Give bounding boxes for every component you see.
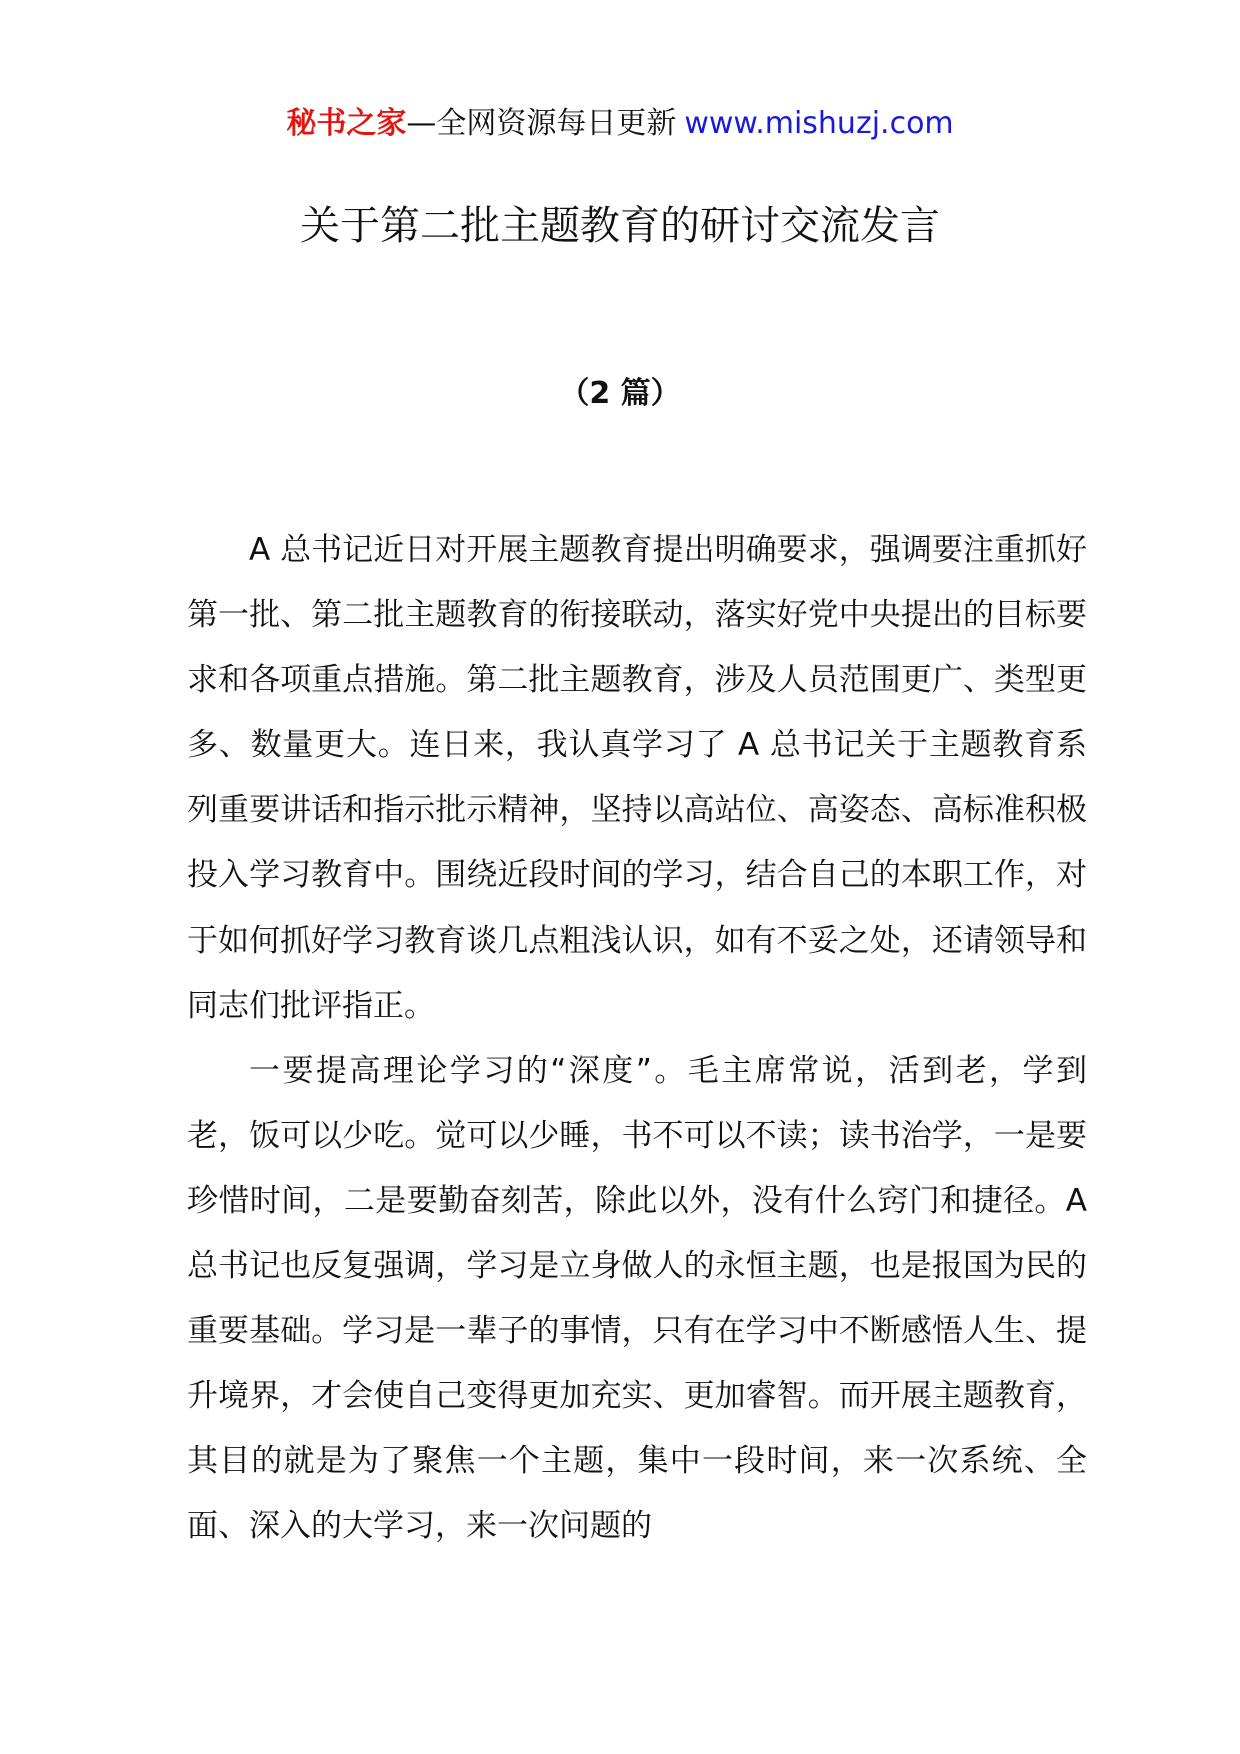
site-header	[0, 102, 1240, 146]
site-url-link[interactable]: www.mishuzj.com	[684, 106, 954, 141]
body-paragraph-2: 一要提高理论学习的“深度”。毛主席常说，活到老，学到老，饭可以少吃。觉可以少睡，书不可以不读；读书治学，一是要珍惜时间，二是要勤奋刻苦，除此以外，没有什么窍门和捷径。A 总书记也反复强调，学习是立身做人的永恒主题，也是报国为民的重要基础。学习是一辈子的事情，只有在学习中不断感悟人生、提升境界，才会使自己变得更加充实、更加睿智。而开展主题教育，其目的就是为了聚焦一个主题，集中一段时间，来一次系统、全面、深入的大学习，来一次问题的	[187, 1052, 1087, 1545]
brand-name: 秘书之家	[286, 106, 407, 141]
site-tagline: —全网资源每日更新	[406, 106, 677, 141]
body-paragraph-1: A 总书记近日对开展主题教育提出明确要求，强调要注重抓好第一批、第二批主题教育的衔接联动，落实好党中央提出的目标要求和各项重点措施。第二批主题教育，涉及人员范围更广、类型更多、数量更大。连日来，我认真学习了 A 总书记关于主题教育系列重要讲话和指示批示精神，坚持以高站位、高姿态、高标准积极投入学习教育中。围绕近段时间的学习，结合自己的本职工作，对于如何抓好学习教育谈几点粗浅认识，如有不妥之处，还请领导和同志们批评指正。	[187, 532, 1087, 1024]
document-body	[187, 518, 1087, 1560]
document-subtitle: （2 篇）	[559, 376, 681, 411]
document-title: 关于第二批主题教育的研讨交流发言	[300, 203, 940, 249]
